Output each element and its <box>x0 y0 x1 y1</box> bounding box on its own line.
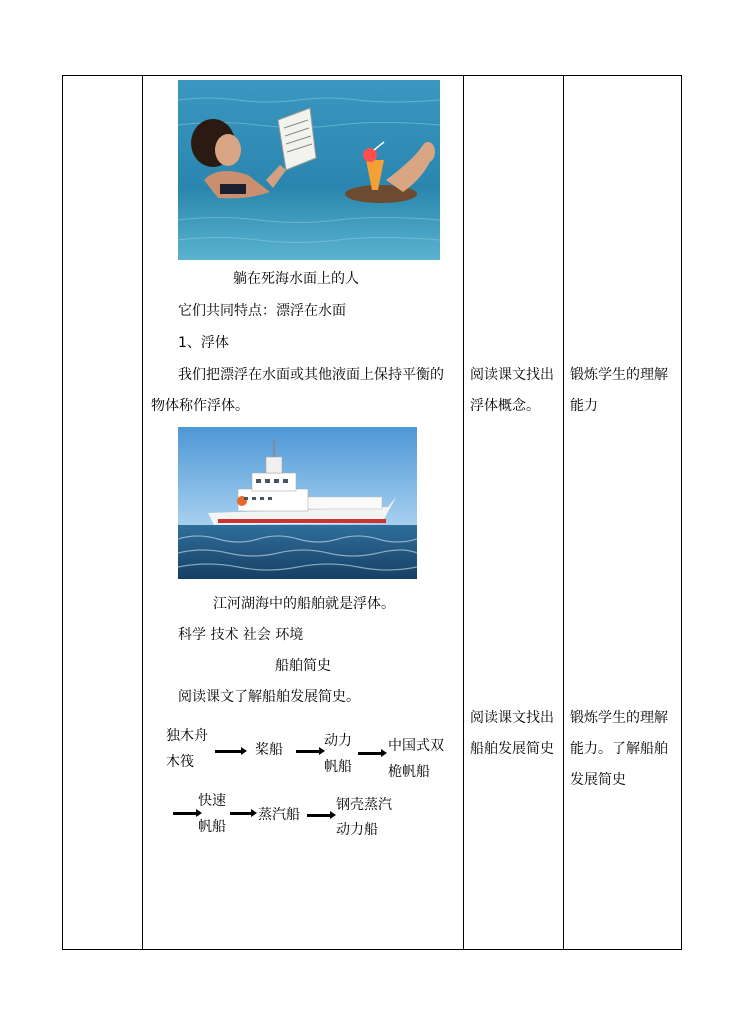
design-intent-2-line1: 锻炼学生的理解 <box>570 710 668 726</box>
definition-line-2: 物体称作浮体。 <box>151 398 249 414</box>
flow-raft: 木筏 <box>166 754 194 770</box>
flow-power-sail-line2: 帆船 <box>324 759 352 775</box>
design-intent-1-line1: 锻炼学生的理解 <box>570 367 668 383</box>
photo1-caption: 躺在死海水面上的人 <box>233 271 359 287</box>
common-feature-text: 它们共同特点：漂浮在水面 <box>178 303 346 319</box>
dead-sea-photo <box>178 80 440 260</box>
flow-chinese-junk-line2: 桅帆船 <box>388 764 430 780</box>
student-activity-2-line1: 阅读课文找出 <box>470 710 554 726</box>
read-text-instruction: 阅读课文了解船舶发展简史。 <box>178 689 360 705</box>
flow-arrow-2 <box>296 750 320 753</box>
flow-oar-boat: 桨船 <box>255 742 283 758</box>
flow-power-sail-line1: 动力 <box>324 733 352 749</box>
flow-arrow-5 <box>230 812 252 815</box>
flow-fast-sail-line2: 帆船 <box>198 819 226 835</box>
design-intent-2-line3: 发展简史 <box>570 772 626 788</box>
ship-photo <box>178 427 417 579</box>
ship-history-title: 船舶简史 <box>275 658 331 674</box>
flow-arrow-4 <box>173 812 197 815</box>
column-divider-1 <box>142 76 143 949</box>
photo2-caption: 江河湖海中的船舶就是浮体。 <box>213 596 395 612</box>
flow-chinese-junk-line1: 中国式双 <box>388 738 444 754</box>
flow-arrow-3 <box>358 752 382 755</box>
column-divider-2 <box>463 76 464 949</box>
flow-dugout-canoe: 独木舟 <box>166 728 208 744</box>
student-activity-1-line2: 浮体概念。 <box>470 398 540 414</box>
flow-fast-sail-line1: 快速 <box>198 793 226 809</box>
subjects-text: 科学 技术 社会 环境 <box>178 627 304 643</box>
flow-arrow-1 <box>215 750 242 753</box>
column-divider-3 <box>563 76 564 949</box>
definition-line-1: 我们把漂浮在水面或其他液面上保持平衡的 <box>178 367 444 383</box>
design-intent-2-line2: 能力。了解船舶 <box>570 741 668 757</box>
flow-steel-steamship-line1: 钢壳蒸汽 <box>336 797 392 813</box>
section1-title: 1、浮体 <box>178 335 229 351</box>
flow-steamship: 蒸汽船 <box>258 807 300 823</box>
design-intent-1-line2: 能力 <box>570 398 598 414</box>
student-activity-1-line1: 阅读课文找出 <box>470 367 554 383</box>
student-activity-2-line2: 船舶发展简史 <box>470 741 554 757</box>
flow-arrow-6 <box>307 814 331 817</box>
flow-steel-steamship-line2: 动力船 <box>336 822 378 838</box>
